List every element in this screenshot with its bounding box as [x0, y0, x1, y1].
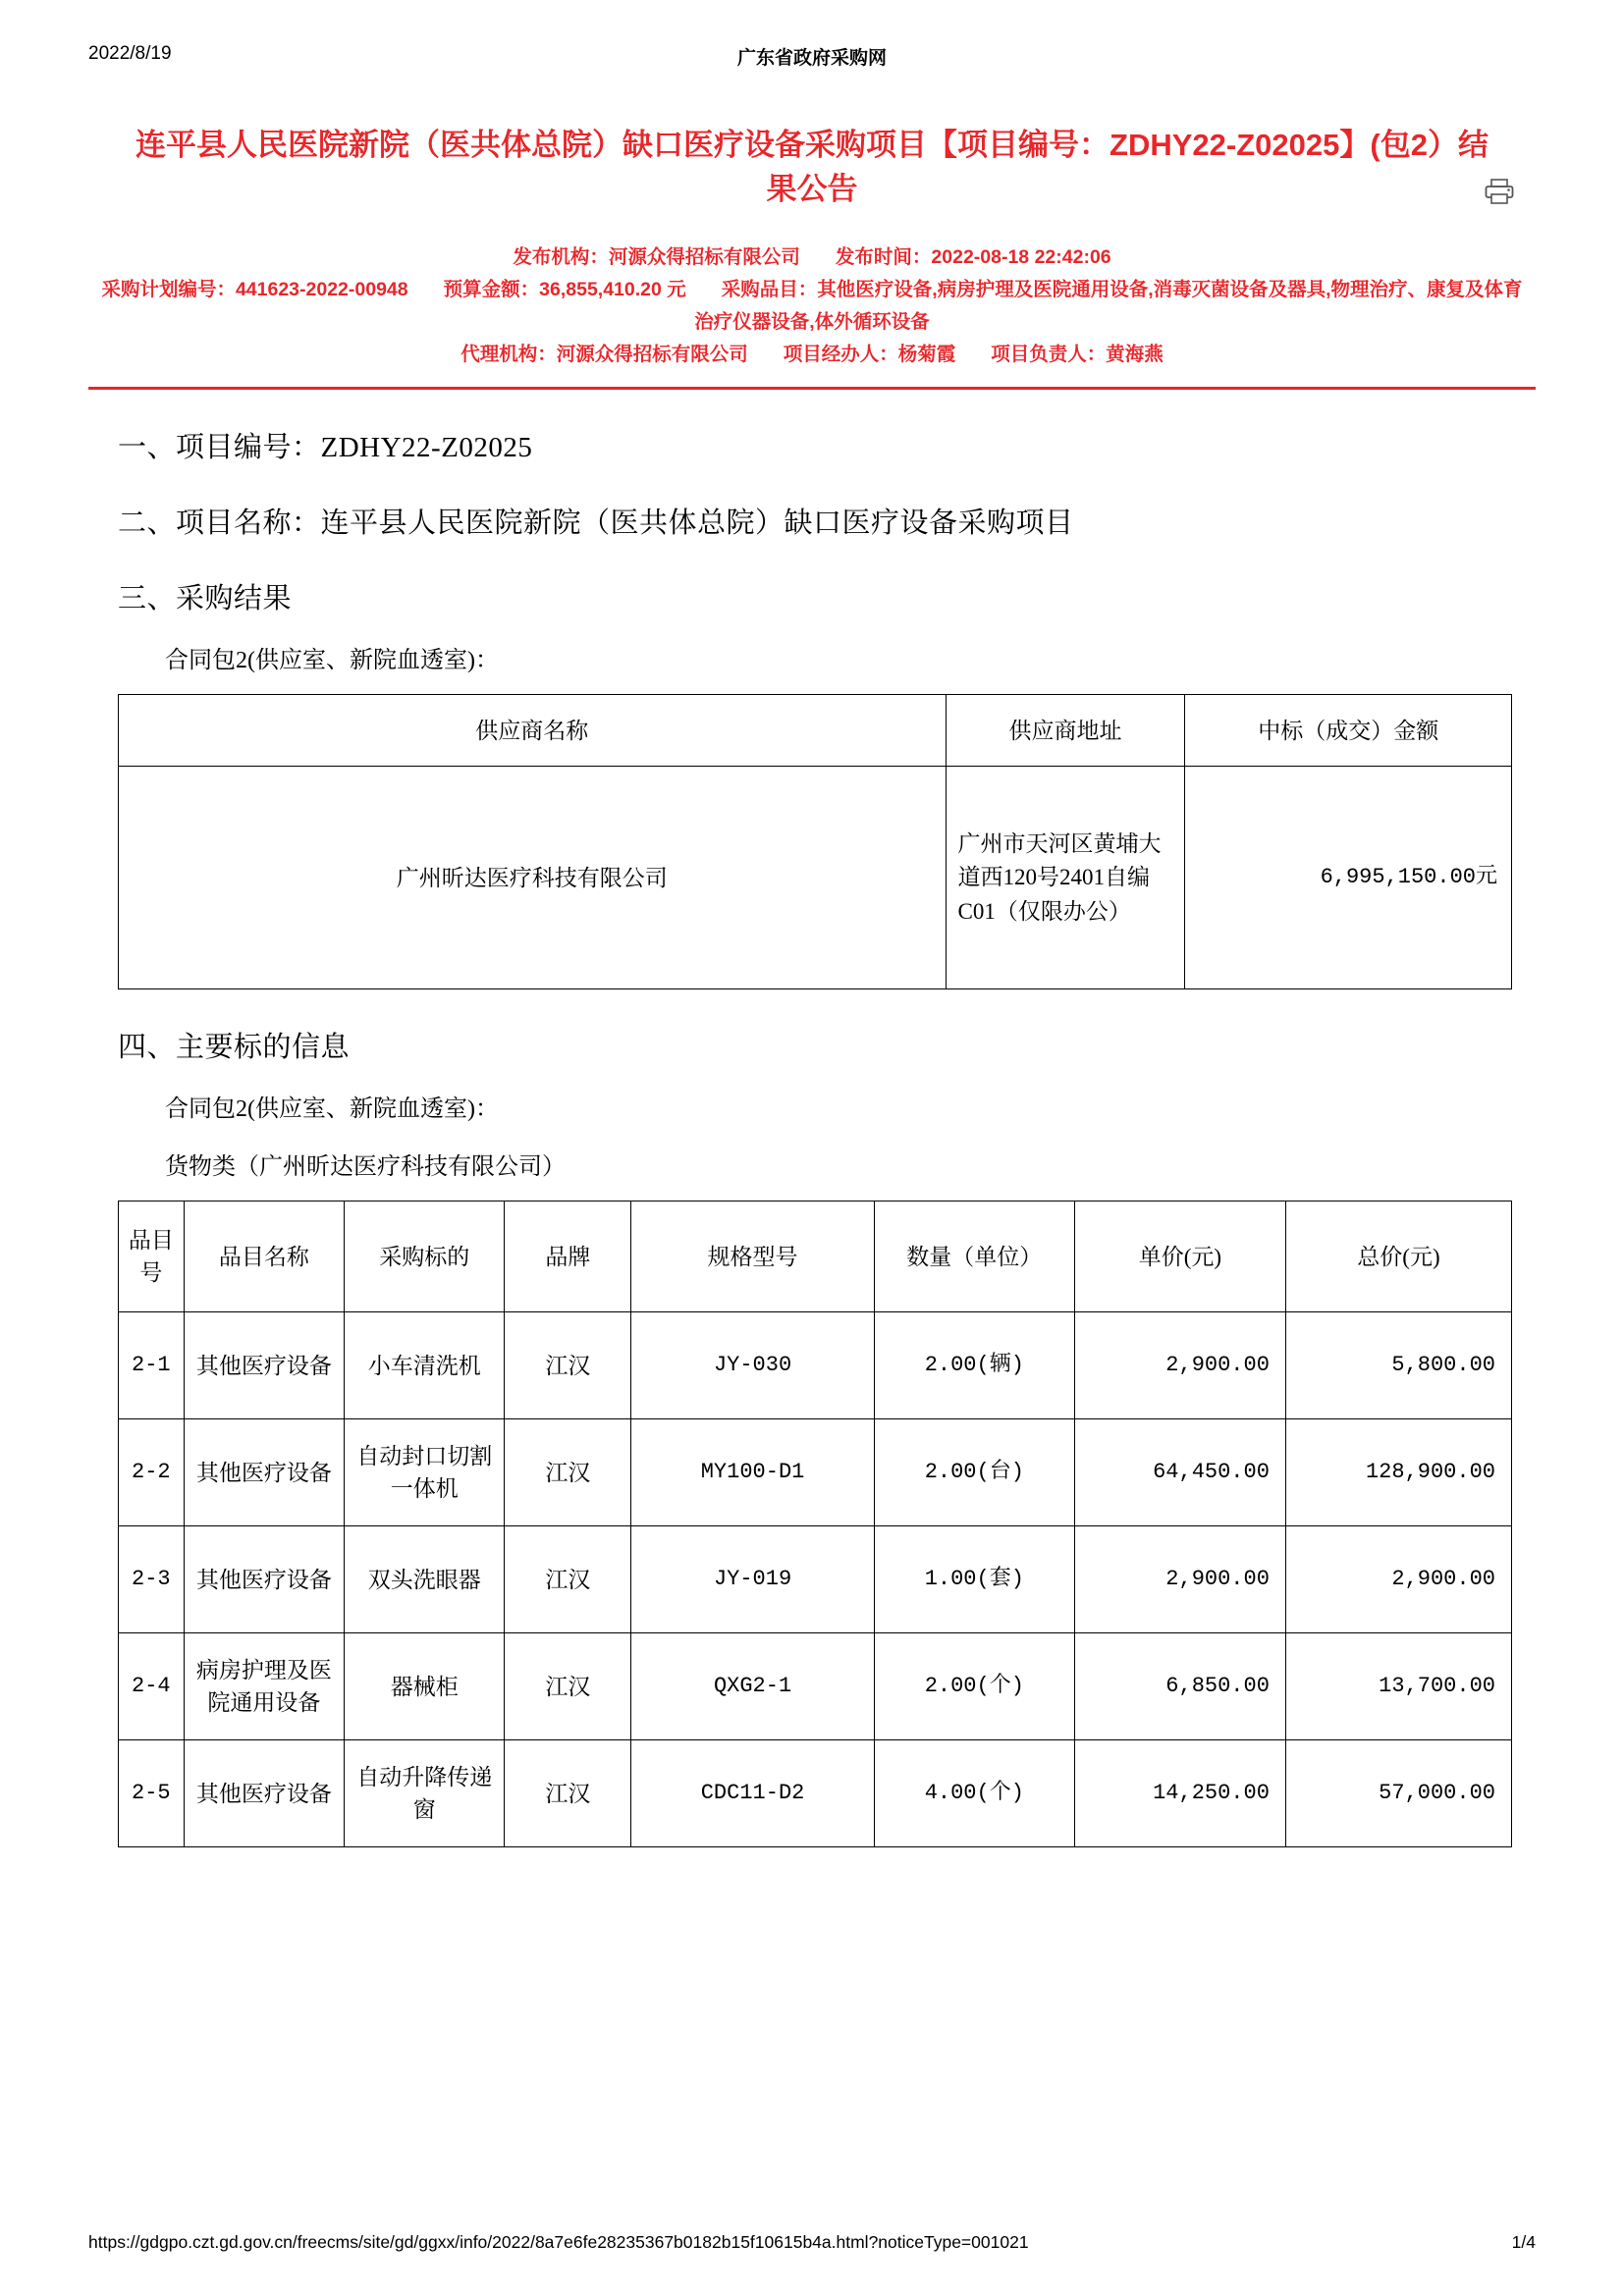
- col-item-unit-price: 单价(元): [1074, 1201, 1285, 1312]
- cell-item-total-price: 128,900.00: [1285, 1419, 1511, 1526]
- cell-item-unit-price: 6,850.00: [1074, 1633, 1285, 1740]
- meta-row-publisher: [88, 241, 1536, 274]
- cell-item-total-price: 57,000.00: [1285, 1740, 1511, 1847]
- cell-item-unit-price: 64,450.00: [1074, 1419, 1285, 1526]
- cell-item-quantity: 4.00(个): [874, 1740, 1074, 1847]
- cell-item-total-price: 13,700.00: [1285, 1633, 1511, 1740]
- cell-item-spec: CDC11-D2: [631, 1740, 874, 1847]
- table-header-row: [119, 695, 1512, 767]
- header-site-name: 广东省政府采购网: [736, 48, 887, 69]
- cell-item-object: 双头洗眼器: [345, 1526, 505, 1633]
- plan-no-label: 采购计划编号：: [101, 279, 236, 301]
- cell-item-quantity: 2.00(个): [874, 1633, 1074, 1740]
- header-date: 2022/8/19: [88, 43, 172, 64]
- cell-item-category: 其他医疗设备: [184, 1312, 344, 1419]
- meta-row-plan: [88, 274, 1536, 339]
- agency-value: 河源众得招标有限公司: [556, 344, 748, 366]
- col-supplier-address: 供应商地址: [946, 695, 1185, 767]
- cell-item-no: 2-5: [119, 1740, 185, 1847]
- cell-item-no: 2-4: [119, 1633, 185, 1740]
- cell-item-brand: 江汉: [505, 1419, 631, 1526]
- cell-item-category: 其他医疗设备: [184, 1419, 344, 1526]
- cell-award-amount: 6,995,150.00元: [1185, 767, 1512, 989]
- section-result-subheading: 合同包2(供应室、新院血透室)：: [165, 648, 499, 674]
- cell-item-category: 其他医疗设备: [184, 1740, 344, 1847]
- section-project-number: 一、项目编号：ZDHY22-Z02025: [118, 432, 533, 464]
- cell-item-quantity: 2.00(辆): [874, 1312, 1074, 1419]
- print-icon[interactable]: [1485, 179, 1514, 204]
- col-item-no: 品目号: [119, 1201, 185, 1312]
- footer-page-number: 1/4: [1511, 2232, 1536, 2252]
- cell-supplier-name: 广州昕达医疗科技有限公司: [119, 767, 947, 989]
- table-row: [119, 767, 1512, 989]
- cell-item-spec: QXG2-1: [631, 1633, 874, 1740]
- publish-time-value: 2022-08-18 22:42:06: [931, 245, 1111, 268]
- cell-item-object: 自动封口切割一体机: [345, 1419, 505, 1526]
- running-header: [88, 0, 1536, 73]
- cell-item-brand: 江汉: [505, 1312, 631, 1419]
- items-table: [118, 1201, 1512, 1847]
- cell-item-category: 病房护理及医院通用设备: [184, 1633, 344, 1740]
- cell-item-no: 2-2: [119, 1419, 185, 1526]
- col-item-total-price: 总价(元): [1285, 1201, 1511, 1312]
- supplier-table: [118, 694, 1512, 989]
- section-project-name: 二、项目名称：连平县人民医院新院（医共体总院）缺口医疗设备采购项目: [118, 507, 1074, 540]
- cell-item-spec: JY-030: [631, 1312, 874, 1419]
- budget-value: 36,855,410.20 元: [539, 279, 686, 301]
- table-row: [119, 1633, 1512, 1740]
- publish-time-label: 发布时间：: [835, 245, 932, 268]
- category-value: 其他医疗设备,病房护理及医院通用设备,消毒灭菌设备及器具,物理治疗、康复及体育治疗仪器设备,体外循环设备: [694, 279, 1523, 334]
- cell-item-object: 小车清洗机: [345, 1312, 505, 1419]
- cell-item-no: 2-1: [119, 1312, 185, 1419]
- title-block: [88, 124, 1536, 212]
- table-row: [119, 1740, 1512, 1847]
- cell-item-brand: 江汉: [505, 1633, 631, 1740]
- meta-block: [88, 241, 1536, 372]
- cell-item-no: 2-3: [119, 1526, 185, 1633]
- section-result-heading: 三、采购结果: [118, 583, 293, 615]
- col-item-quantity: 数量（单位）: [874, 1201, 1074, 1312]
- cell-item-spec: MY100-D1: [631, 1419, 874, 1526]
- cell-item-quantity: 1.00(套): [874, 1526, 1074, 1633]
- cell-item-brand: 江汉: [505, 1740, 631, 1847]
- divider: [88, 387, 1536, 390]
- agency-label: 代理机构：: [460, 344, 557, 366]
- cell-item-object: 器械柜: [345, 1633, 505, 1740]
- cell-item-unit-price: 2,900.00: [1074, 1526, 1285, 1633]
- col-item-object: 采购标的: [345, 1201, 505, 1312]
- officer-label: 项目经办人：: [783, 344, 898, 366]
- manager-label: 项目负责人：: [991, 344, 1107, 366]
- cell-item-brand: 江汉: [505, 1526, 631, 1633]
- col-item-category: 品目名称: [184, 1201, 344, 1312]
- table-row: [119, 1526, 1512, 1633]
- col-award-amount: 中标（成交）金额: [1185, 695, 1512, 767]
- table-header-row: [119, 1201, 1512, 1312]
- cell-supplier-address: 广州市天河区黄埔大道西120号2401自编C01（仅限办公）: [946, 767, 1185, 989]
- plan-no-value: 441623-2022-00948: [235, 279, 408, 301]
- page-title: 连平县人民医院新院（医共体总院）缺口医疗设备采购项目【项目编号：ZDHY22-Z02025】(包2）结果公告: [135, 128, 1489, 206]
- section-main-items-sub1: 合同包2(供应室、新院血透室)：: [165, 1096, 499, 1123]
- col-supplier-name: 供应商名称: [119, 695, 947, 767]
- table-row: [119, 1312, 1512, 1419]
- cell-item-quantity: 2.00(台): [874, 1419, 1074, 1526]
- budget-label: 预算金额：: [443, 279, 540, 301]
- cell-item-total-price: 5,800.00: [1285, 1312, 1511, 1419]
- section-main-items-heading: 四、主要标的信息: [118, 1032, 351, 1064]
- section-main-items-sub2: 货物类（广州昕达医疗科技有限公司）: [165, 1154, 566, 1181]
- cell-item-total-price: 2,900.00: [1285, 1526, 1511, 1633]
- cell-item-spec: JY-019: [631, 1526, 874, 1633]
- col-item-spec: 规格型号: [631, 1201, 874, 1312]
- table-row: [119, 1419, 1512, 1526]
- cell-item-category: 其他医疗设备: [184, 1526, 344, 1633]
- category-label: 采购品目：: [721, 279, 818, 301]
- publisher-label: 发布机构：: [513, 245, 609, 268]
- cell-item-unit-price: 2,900.00: [1074, 1312, 1285, 1419]
- footer-url[interactable]: https://gdgpo.czt.gd.gov.cn/freecms/site/gd/ggxx/info/2022/8a7e6fe28235367b0182b15f10615b4a.html?noticeType=001021: [88, 2232, 1029, 2252]
- officer-value: 杨菊霞: [897, 344, 956, 366]
- publisher-value: 河源众得招标有限公司: [608, 245, 800, 268]
- meta-row-agency: [88, 339, 1536, 371]
- manager-value: 黄海燕: [1106, 344, 1164, 366]
- col-item-brand: 品牌: [505, 1201, 631, 1312]
- cell-item-object: 自动升降传递窗: [345, 1740, 505, 1847]
- cell-item-unit-price: 14,250.00: [1074, 1740, 1285, 1847]
- running-footer: [88, 2232, 1536, 2253]
